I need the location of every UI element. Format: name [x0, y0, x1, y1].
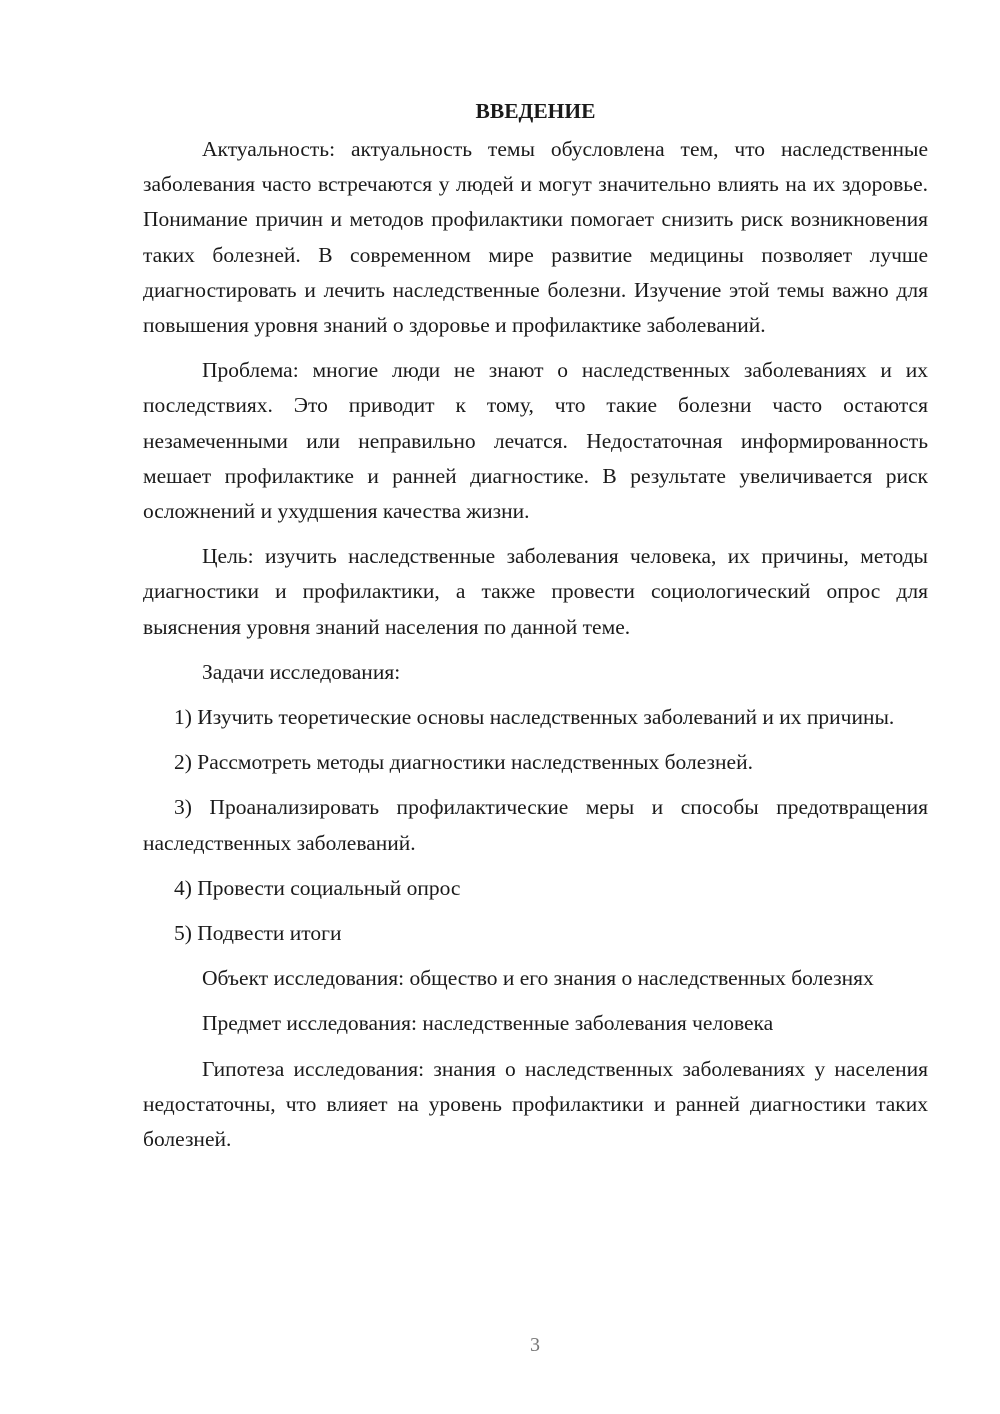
task-item: 5) Подвести итоги — [174, 921, 342, 946]
relevance-paragraph: Актуальность: актуальность темы обусловлена тем, что наследственные заболевания часто встречаются у людей и могут значительно влиять на их здоровье. Понимание причин и методов профилактики помогает снизить риск возникновения таких болезней. В современном мире развитие медицины позволяет лучше диагностировать и лечить наследственные болезни. Изучение этой темы важно для повышения уровня знаний о здоровье и профилактике заболеваний. — [143, 137, 928, 338]
task-item: 4) Провести социальный опрос — [174, 875, 461, 900]
page-number: 3 — [530, 1334, 540, 1356]
hypothesis-paragraph: Гипотеза исследования: знания о наследственных заболеваниях у населения недостаточны, что влияет на уровень профилактики и ранней диагностики таких болезней. — [143, 1056, 928, 1152]
task-item: 2) Рассмотреть методы диагностики наследственных болезней. — [174, 750, 753, 775]
problem-paragraph: Проблема: многие люди не знают о наследственных заболеваниях и их последствиях. Это приводит к тому, что такие болезни часто остаются незамеченными или неправильно лечатся. Недостаточная информированность мешает профилактике и ранней диагностике. В результате увеличивается риск осложнений и ухудшения качества жизни. — [143, 358, 928, 524]
task-item: 3) Проанализировать профилактические меры и способы предотвращения наследственных заболеваний. — [143, 795, 928, 855]
object-paragraph: Объект исследования: общество и его знания о наследственных болезнях — [202, 966, 874, 991]
page-content — [143, 96, 928, 1167]
task-item: 1) Изучить теоретические основы наследственных заболеваний и их причины. — [174, 705, 895, 730]
tasks-title: Задачи исследования: — [202, 659, 401, 684]
section-heading: ВВЕДЕНИЕ — [475, 99, 596, 123]
goal-paragraph: Цель: изучить наследственные заболевания человека, их причины, методы диагностики и профилактики, а также провести социологический опрос для выяснения уровня знаний населения по данной теме. — [143, 544, 928, 639]
subject-paragraph: Предмет исследования: наследственные заболевания человека — [202, 1011, 774, 1036]
